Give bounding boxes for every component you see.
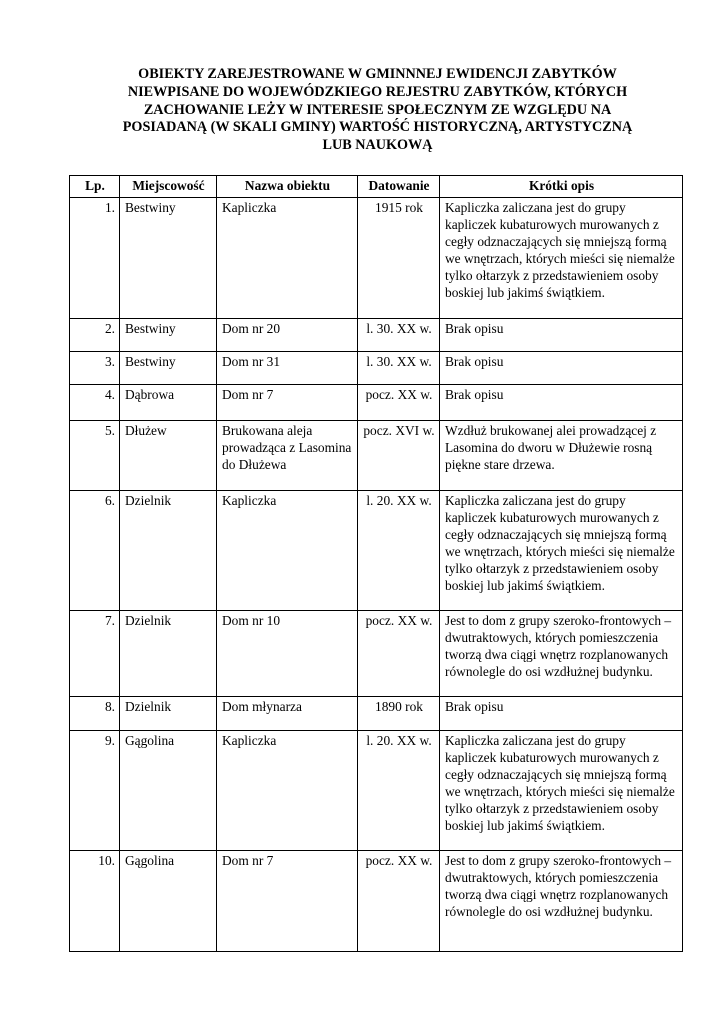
- cell-lp: 6.: [70, 491, 120, 611]
- cell-lp: 9.: [70, 731, 120, 851]
- cell-description: Kapliczka zaliczana jest do grupy kapliczek kubaturowych murowanych z cegły odznaczających się mniejszą formą we wnętrzach, których mieści się niemalże tylko ołtarzyk z przedstawieniem osoby boskiej lub jakimś świątkiem.: [440, 198, 683, 319]
- cell-place: Dzielnik: [120, 611, 217, 697]
- cell-name: Dom nr 31: [217, 352, 358, 385]
- cell-name: Kapliczka: [217, 198, 358, 319]
- table-row: [70, 385, 683, 421]
- cell-description: Jest to dom z grupy szeroko-frontowych – dwutraktowych, których pomieszczenia tworzą dwa ciągi wnętrz rozplanowanych równolegle do osi wzdłużnej budynku.: [440, 851, 683, 952]
- cell-lp: 3.: [70, 352, 120, 385]
- header-lp: Lp.: [70, 176, 120, 198]
- table-row: [70, 611, 683, 697]
- table-row: [70, 697, 683, 731]
- title-line: LUB NAUKOWĄ: [322, 137, 433, 154]
- cell-place: Dzielnik: [120, 697, 217, 731]
- cell-date: l. 30. XX w.: [358, 352, 440, 385]
- cell-description: Kapliczka zaliczana jest do grupy kapliczek kubaturowych murowanych z cegły odznaczających się mniejszą formą we wnętrzach, których mieści się niemalże tylko ołtarzyk z przedstawieniem osoby boskiej lub jakimś świątkiem.: [440, 491, 683, 611]
- cell-description: Wzdłuż brukowanej alei prowadzącej z Lasomina do dworu w Dłużewie rosną piękne stare drzewa.: [440, 421, 683, 491]
- cell-name: Dom nr 7: [217, 851, 358, 952]
- cell-lp: 1.: [70, 198, 120, 319]
- cell-name: Dom nr 20: [217, 319, 358, 352]
- table-row: [70, 421, 683, 491]
- table-row: [70, 352, 683, 385]
- cell-lp: 4.: [70, 385, 120, 421]
- table-row: [70, 198, 683, 319]
- cell-place: Dzielnik: [120, 491, 217, 611]
- cell-name: Kapliczka: [217, 731, 358, 851]
- cell-date: l. 20. XX w.: [358, 491, 440, 611]
- cell-name: Brukowana aleja prowadząca z Lasomina do Dłużewa: [217, 421, 358, 491]
- cell-place: Gągolina: [120, 731, 217, 851]
- cell-lp: 10.: [70, 851, 120, 952]
- cell-place: Dłużew: [120, 421, 217, 491]
- table-row: [70, 491, 683, 611]
- monuments-table: [69, 175, 683, 952]
- table-row: [70, 731, 683, 851]
- cell-name: Dom nr 10: [217, 611, 358, 697]
- title-line: ZACHOWANIE LEŻY W INTERESIE SPOŁECZNYM ZE WZGLĘDU NA: [143, 101, 612, 118]
- cell-description: Brak opisu: [440, 697, 683, 731]
- title-line: NIEWPISANE DO WOJEWÓDZKIEGO REJESTRU ZABYTKÓW, KTÓRYCH: [127, 83, 628, 100]
- cell-name: Kapliczka: [217, 491, 358, 611]
- cell-name: Dom młynarza: [217, 697, 358, 731]
- header-description: Krótki opis: [440, 176, 683, 198]
- cell-date: l. 30. XX w.: [358, 319, 440, 352]
- cell-description: Brak opisu: [440, 352, 683, 385]
- table-body: [70, 198, 683, 952]
- header-place: Miejscowość: [120, 176, 217, 198]
- cell-description: Jest to dom z grupy szeroko-frontowych – dwutraktowych, których pomieszczenia tworzą dwa ciągi wnętrz rozplanowanych równolegle do osi wzdłużnej budynku.: [440, 611, 683, 697]
- title-line: OBIEKTY ZAREJESTROWANE W GMINNNEJ EWIDENCJI ZABYTKÓW: [138, 66, 617, 82]
- cell-description: Brak opisu: [440, 385, 683, 421]
- cell-lp: 2.: [70, 319, 120, 352]
- cell-lp: 8.: [70, 697, 120, 731]
- header-row: [70, 176, 683, 198]
- title-line: POSIADANĄ (W SKALI GMINY) WARTOŚĆ HISTORYCZNĄ, ARTYSTYCZNĄ: [122, 119, 633, 136]
- document-title: [100, 66, 655, 155]
- cell-description: Kapliczka zaliczana jest do grupy kapliczek kubaturowych murowanych z cegły odznaczających się mniejszą formą we wnętrzach, których mieści się niemalże tylko ołtarzyk z przedstawieniem osoby boskiej lub jakimś świątkiem.: [440, 731, 683, 851]
- header-date: Datowanie: [358, 176, 440, 198]
- table-header: [70, 176, 683, 198]
- cell-name: Dom nr 7: [217, 385, 358, 421]
- cell-date: 1890 rok: [358, 697, 440, 731]
- cell-place: Gągolina: [120, 851, 217, 952]
- cell-lp: 7.: [70, 611, 120, 697]
- cell-lp: 5.: [70, 421, 120, 491]
- table-row: [70, 851, 683, 952]
- cell-date: pocz. XVI w.: [358, 421, 440, 491]
- cell-place: Bestwiny: [120, 198, 217, 319]
- table-row: [70, 319, 683, 352]
- cell-date: pocz. XX w.: [358, 611, 440, 697]
- cell-date: 1915 rok: [358, 198, 440, 319]
- cell-description: Brak opisu: [440, 319, 683, 352]
- cell-date: l. 20. XX w.: [358, 731, 440, 851]
- cell-place: Dąbrowa: [120, 385, 217, 421]
- header-name: Nazwa obiektu: [217, 176, 358, 198]
- cell-place: Bestwiny: [120, 352, 217, 385]
- cell-place: Bestwiny: [120, 319, 217, 352]
- cell-date: pocz. XX w.: [358, 385, 440, 421]
- cell-date: pocz. XX w.: [358, 851, 440, 952]
